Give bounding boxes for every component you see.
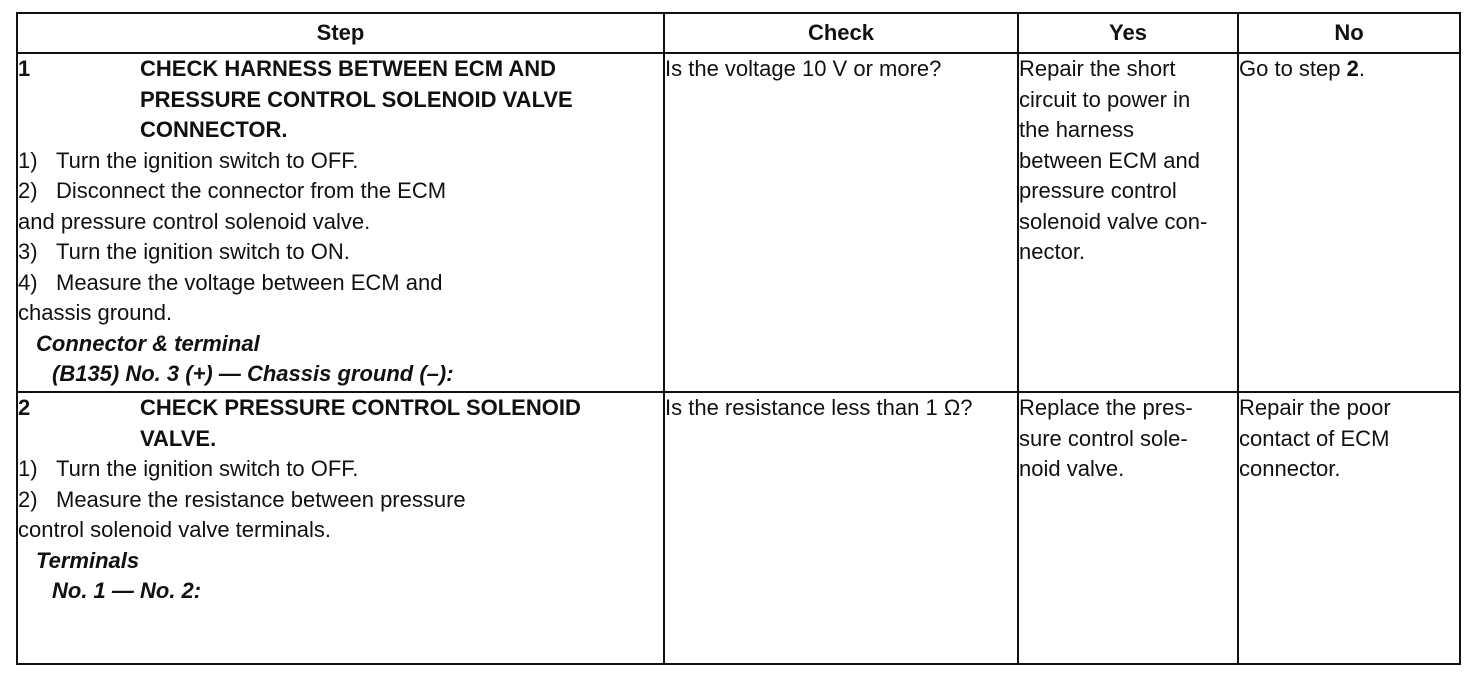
no-cell: Go to step 2. bbox=[1238, 53, 1460, 392]
step-cell bbox=[17, 392, 664, 664]
table-row bbox=[17, 392, 1460, 664]
step-number: 1 bbox=[18, 56, 31, 81]
spec-value: (B135) No. 3 (+) — Chassis ground (–): bbox=[52, 361, 454, 386]
spec-label: Terminals bbox=[36, 547, 140, 573]
check-cell: Is the resistance less than 1 Ω? bbox=[664, 392, 1018, 664]
instruction-continuation: chassis ground. bbox=[18, 300, 173, 325]
step-title: CHECK PRESSURE CONTROL SOLENOID VALVE. bbox=[140, 395, 581, 451]
step-title: CHECK HARNESS BETWEEN ECM AND PRESSURE CONTROL SOLENOID VALVE CONNECTOR. bbox=[140, 56, 573, 142]
step-cell bbox=[17, 53, 664, 392]
no-cell: Repair the poor contact of ECM connector. bbox=[1238, 392, 1460, 664]
header-step: Step bbox=[17, 13, 664, 53]
spec-value: No. 1 — No. 2: bbox=[52, 578, 202, 603]
step-number: 2 bbox=[18, 395, 31, 420]
yes-cell: Repair the short circuit to power in the harness between ECM and pressure control solenoid valve con- nector. bbox=[1018, 53, 1238, 392]
instruction-continuation: and pressure control solenoid valve. bbox=[18, 208, 371, 234]
instruction-item: 4) Measure the voltage between ECM and bbox=[18, 269, 443, 295]
instruction-item: 3) Turn the ignition switch to ON. bbox=[18, 239, 350, 264]
check-cell: Is the voltage 10 V or more? bbox=[664, 53, 1018, 392]
instruction-continuation: control solenoid valve terminals. bbox=[18, 517, 332, 542]
table-row bbox=[17, 53, 1460, 392]
table-header-row bbox=[17, 13, 1460, 53]
instruction-item: 2) Measure the resistance between pressure bbox=[18, 486, 466, 512]
header-no: No bbox=[1238, 13, 1460, 53]
spec-label: Connector & terminal bbox=[36, 330, 260, 356]
instruction-item: 2) Disconnect the connector from the ECM bbox=[18, 178, 447, 203]
yes-cell: Replace the pres- sure control sole- noid valve. bbox=[1018, 392, 1238, 664]
header-yes: Yes bbox=[1018, 13, 1238, 53]
diagnostic-table bbox=[16, 12, 1461, 665]
diagnostic-document bbox=[16, 12, 1461, 665]
instruction-list bbox=[18, 454, 663, 546]
instruction-item: 1) Turn the ignition switch to OFF. bbox=[18, 147, 359, 173]
header-check: Check bbox=[664, 13, 1018, 53]
instruction-list bbox=[18, 146, 663, 329]
step-reference: 2 bbox=[1346, 56, 1359, 81]
instruction-item: 1) Turn the ignition switch to OFF. bbox=[18, 456, 359, 481]
